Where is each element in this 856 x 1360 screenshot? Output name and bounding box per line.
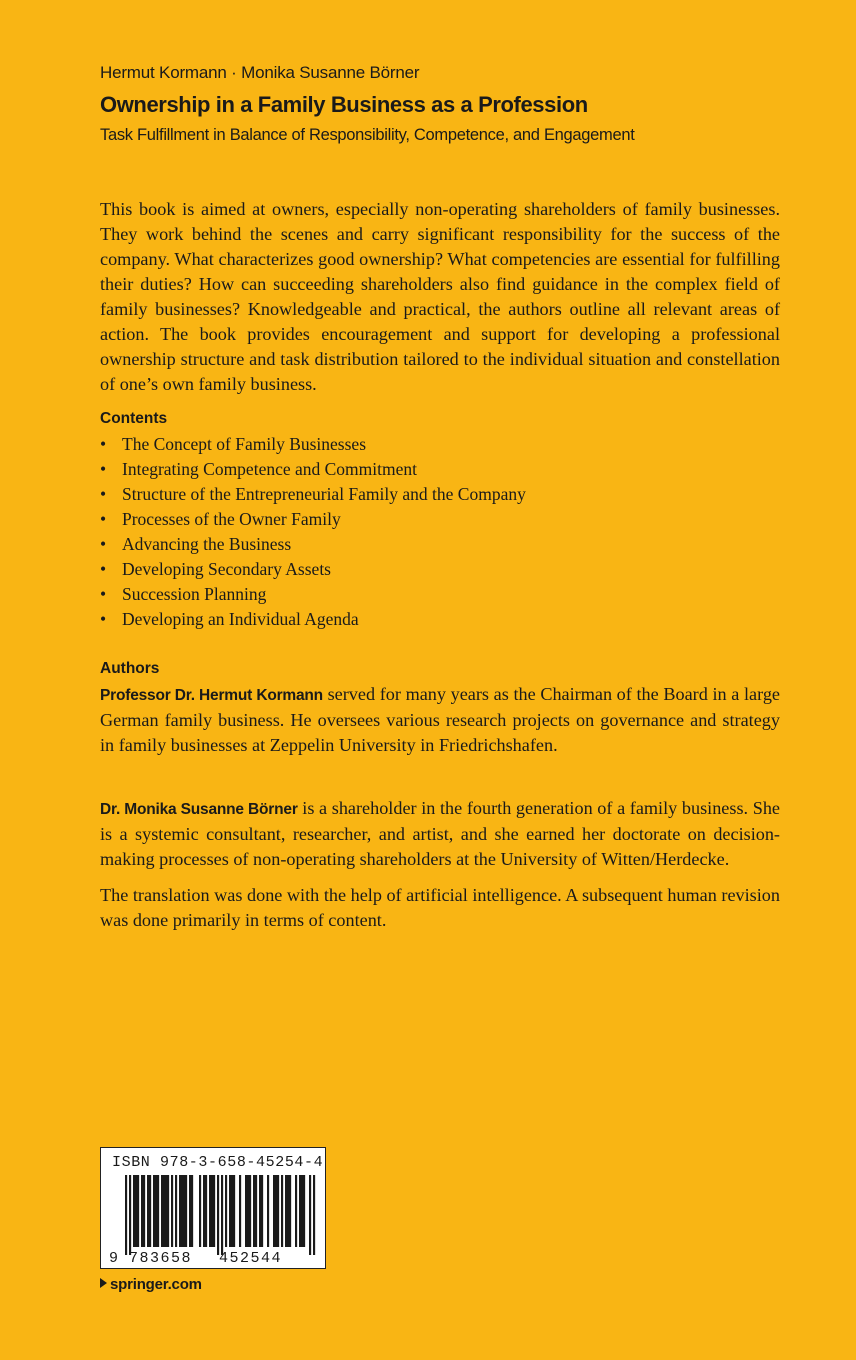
barcode-bar [213,1175,215,1247]
barcode-bar [161,1175,163,1247]
translation-note: The translation was done with the help of artificial intelligence. A subsequent human revision was done primarily in terms of content. [100,885,780,930]
barcode-bar [203,1175,205,1247]
list-item [100,557,526,582]
contents-list [100,432,526,632]
barcode-bar [209,1175,211,1247]
barcode-bar [129,1175,131,1255]
barcode-bar [185,1175,187,1247]
isbn-label: ISBN 978-3-658-45254-4 [112,1154,324,1171]
contents-item-label: Processes of the Owner Family [122,509,341,529]
book-authors: Hermut Kormann · Monika Susanne Börner [100,63,420,82]
bullet-icon: • [100,534,107,554]
publisher-url: springer.com [110,1276,202,1293]
bullet-icon: • [100,559,107,579]
barcode-bar [181,1175,183,1247]
list-item [100,532,526,557]
barcode-bar [211,1175,213,1247]
barcode-digits-right: 452544 [219,1250,283,1267]
barcode-bar [221,1175,223,1255]
barcode-bar [285,1175,287,1247]
barcode-bar [249,1175,251,1247]
barcode-bar [259,1175,261,1247]
barcode-bar [179,1175,181,1247]
list-item [100,607,526,632]
barcode-bar [247,1175,249,1247]
barcode-bar [149,1175,151,1247]
barcode-digit-first: 9 [109,1250,119,1267]
barcode-bar [295,1175,297,1247]
contents-item-label: The Concept of Family Businesses [122,434,367,454]
barcode-bar [299,1175,301,1247]
barcode-bar [217,1175,219,1255]
barcode-bar [239,1175,241,1247]
contents-heading: Contents [100,410,168,427]
list-item [100,582,526,607]
barcode-bar [175,1175,177,1247]
contents-item-label: Advancing the Business [122,534,292,554]
barcode-bar [183,1175,185,1247]
barcode-bar [141,1175,143,1247]
barcode-bar [147,1175,149,1247]
book-title: Ownership in a Family Business as a Profession [100,92,588,117]
barcode-digits-left: 783658 [129,1250,193,1267]
arrow-right-icon [100,1278,107,1288]
barcode-bar [143,1175,145,1247]
authors-heading: Authors [100,660,160,677]
barcode-bar [229,1175,231,1247]
author-name-boerner: Dr. Monika Susanne Börner [100,801,298,818]
barcode-bar [313,1175,315,1255]
barcode-bar [287,1175,289,1247]
bullet-icon: • [100,509,107,529]
barcode-bar [165,1175,167,1247]
bullet-icon: • [100,584,107,604]
barcode-bar [225,1175,227,1247]
barcode-bar [273,1175,275,1247]
barcode-bar [155,1175,157,1247]
bullet-icon: • [100,609,107,629]
barcode-bar [245,1175,247,1247]
contents-item-label: Integrating Competence and Commitment [122,459,417,479]
barcode-bar [309,1175,311,1255]
bullet-icon: • [100,434,107,454]
barcode-bar [137,1175,139,1247]
author-bio-text: served for many years as the Chairman of the Board in a large German family business. He oversees various research projects on governance and strategy in family businesses at Zeppelin University in Friedrichshafen. [100,684,780,755]
barcode-bar [255,1175,257,1247]
barcode-bar [135,1175,137,1247]
barcode-bar [277,1175,279,1247]
barcode-bar [191,1175,193,1247]
book-description: This book is aimed at owners, especially non-operating shareholders of family businesses. They work behind the scenes and carry significant responsibility for the success of the company. What characterizes good ownership? What competencies are essential for fulfilling their duties? How can succeeding shareholders also find guidance in the complex field of family businesses? Knowledgeable and practical, the authors outline all relevant areas of action. The book provides encouragement and support for developing a professional ownership structure and task distribution tailored to the individual situation and constellation of one’s own family business. [100,199,780,394]
back-cover [100,0,780,1360]
contents-item-label: Developing Secondary Assets [122,559,331,579]
barcode-bar [303,1175,305,1247]
barcode-bar [199,1175,201,1247]
barcode-bar [267,1175,269,1247]
list-item [100,482,526,507]
contents-item-label: Succession Planning [122,584,267,604]
bullet-icon: • [100,459,107,479]
barcode-bar [167,1175,169,1247]
author-bio-text: is a shareholder in the fourth generation of a family business. She is a systemic consultant, researcher, and artist, and she earned her doctorate on decision-making processes of non-operating shareholders at the University of Witten/Herdecke. [100,798,780,869]
barcode-bar [133,1175,135,1247]
barcode-bar [231,1175,233,1247]
list-item [100,457,526,482]
isbn-barcode [100,1147,326,1269]
list-item [100,432,526,457]
barcode-bar [163,1175,165,1247]
barcode-bar [153,1175,155,1247]
barcode-bar [253,1175,255,1247]
author-name-kormann: Professor Dr. Hermut Kormann [100,687,323,704]
barcode-bar [281,1175,283,1247]
barcode-bar [205,1175,207,1247]
author-bio-kormann [100,682,780,758]
contents-item-label: Developing an Individual Agenda [122,609,359,629]
contents-item-label: Structure of the Entrepreneurial Family and the Company [122,484,526,504]
publisher-link[interactable] [100,1276,202,1293]
author-bio-boerner [100,796,780,872]
list-item [100,507,526,532]
bullet-icon: • [100,484,107,504]
barcode-bar [261,1175,263,1247]
barcode-bar [233,1175,235,1247]
book-subtitle: Task Fulfillment in Balance of Responsibility, Competence, and Engagement [100,126,635,144]
barcode-bar [157,1175,159,1247]
barcode-bar [289,1175,291,1247]
barcode-bar [189,1175,191,1247]
barcode-bar [275,1175,277,1247]
barcode-bar [301,1175,303,1247]
barcode-bar [125,1175,127,1255]
barcode-bar [171,1175,173,1247]
